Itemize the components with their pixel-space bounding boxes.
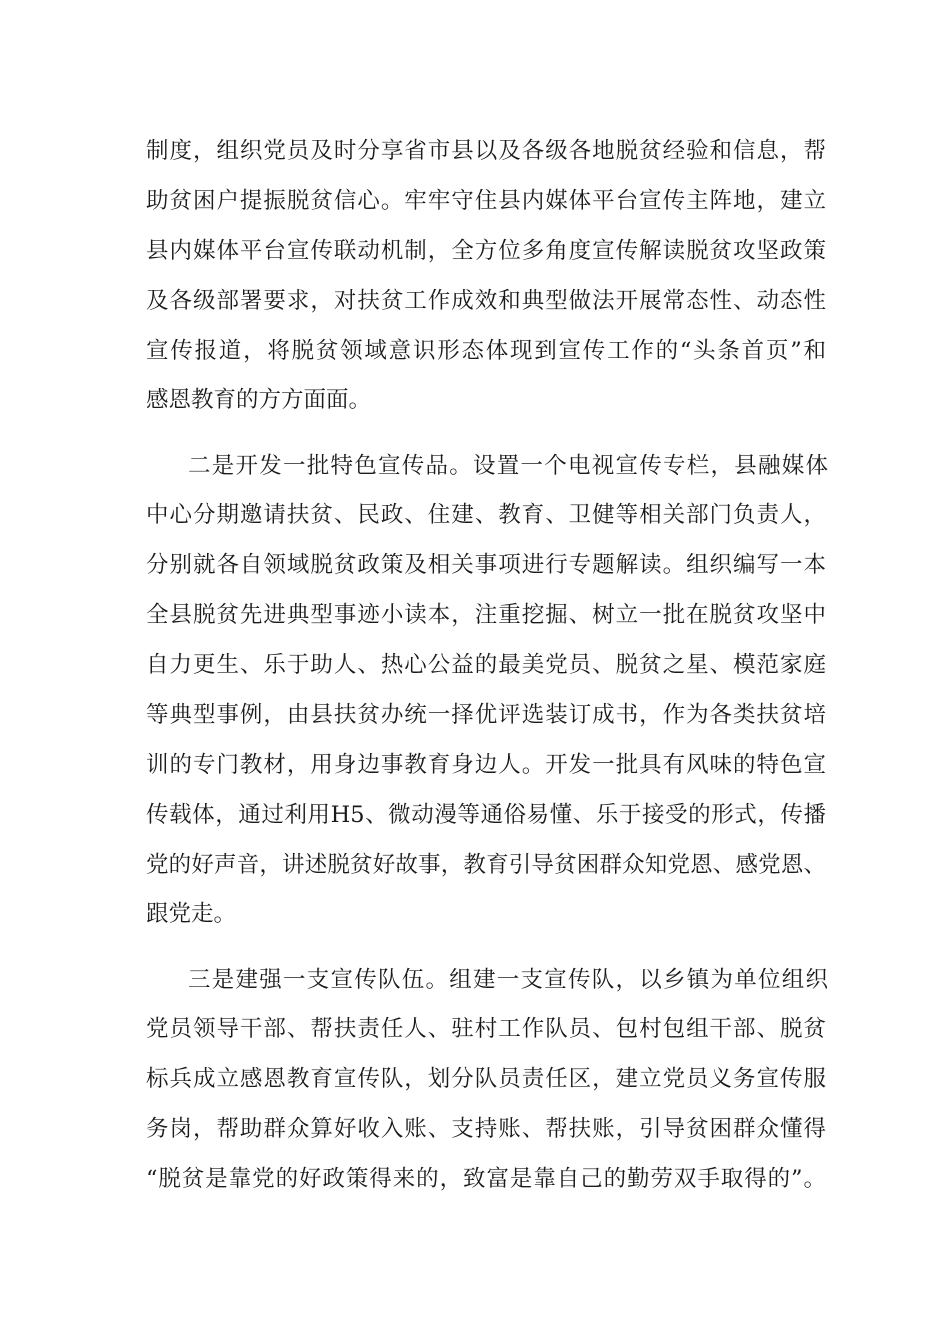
paragraph-first-line: 三是建强一支宣传队伍。组建一支宣传队，以乡镇为单位组织 [188, 967, 828, 993]
text-line: 党的好声音，讲述脱贫好故事，教育引导贫困群众知党恩、感党恩、 [146, 852, 826, 878]
text-line: 等典型事例，由县扶贫办统一择优评选装订成书，作为各类扶贫培 [146, 702, 826, 728]
text-line: 感恩教育的方方面面。 [146, 387, 372, 413]
text-line: 宣传报道，将脱贫领域意识形态体现到宣传工作的“头条首页”和 [146, 338, 826, 364]
text-line: 中心分期邀请扶贫、民政、住建、教育、卫健等相关部门负责人， [146, 502, 826, 528]
text-line: 及各级部署要求，对扶贫工作成效和典型做法开展常态性、动态性 [146, 288, 826, 314]
text-line: 传载体，通过利用H5、微动漫等通俗易懂、乐于接受的形式，传播 [146, 802, 826, 828]
text-line: 制度，组织党员及时分享省市县以及各级各地脱贫经验和信息，帮 [146, 138, 826, 164]
text-line: 训的专门教材，用身边事教育身边人。开发一批具有风味的特色宣 [146, 752, 826, 778]
text-line: 标兵成立感恩教育宣传队，划分队员责任区，建立党员义务宣传服 [146, 1066, 826, 1092]
text-line: “脱贫是靠党的好政策得来的，致富是靠自己的勤劳双手取得的”。 [146, 1166, 826, 1192]
text-line: 自力更生、乐于助人、热心公益的最美党员、脱贫之星、模范家庭 [146, 652, 826, 678]
text-line: 全县脱贫先进典型事迹小读本，注重挖掘、树立一批在脱贫攻坚中 [146, 602, 826, 628]
text-line: 跟党走。 [146, 901, 237, 927]
text-line: 助贫困户提振脱贫信心。牢牢守住县内媒体平台宣传主阵地，建立 [146, 188, 826, 214]
paragraph-first-line: 二是开发一批特色宣传品。设置一个电视宣传专栏，县融媒体 [188, 453, 828, 479]
text-line: 务岗，帮助群众算好收入账、支持账、帮扶账，引导贫困群众懂得 [146, 1116, 826, 1142]
text-line: 县内媒体平台宣传联动机制，全方位多角度宣传解读脱贫攻坚政策 [146, 238, 826, 264]
text-line: 分别就各自领域脱贫政策及相关事项进行专题解读。组织编写一本 [146, 552, 826, 578]
text-line: 党员领导干部、帮扶责任人、驻村工作队员、包村包组干部、脱贫 [146, 1016, 826, 1042]
